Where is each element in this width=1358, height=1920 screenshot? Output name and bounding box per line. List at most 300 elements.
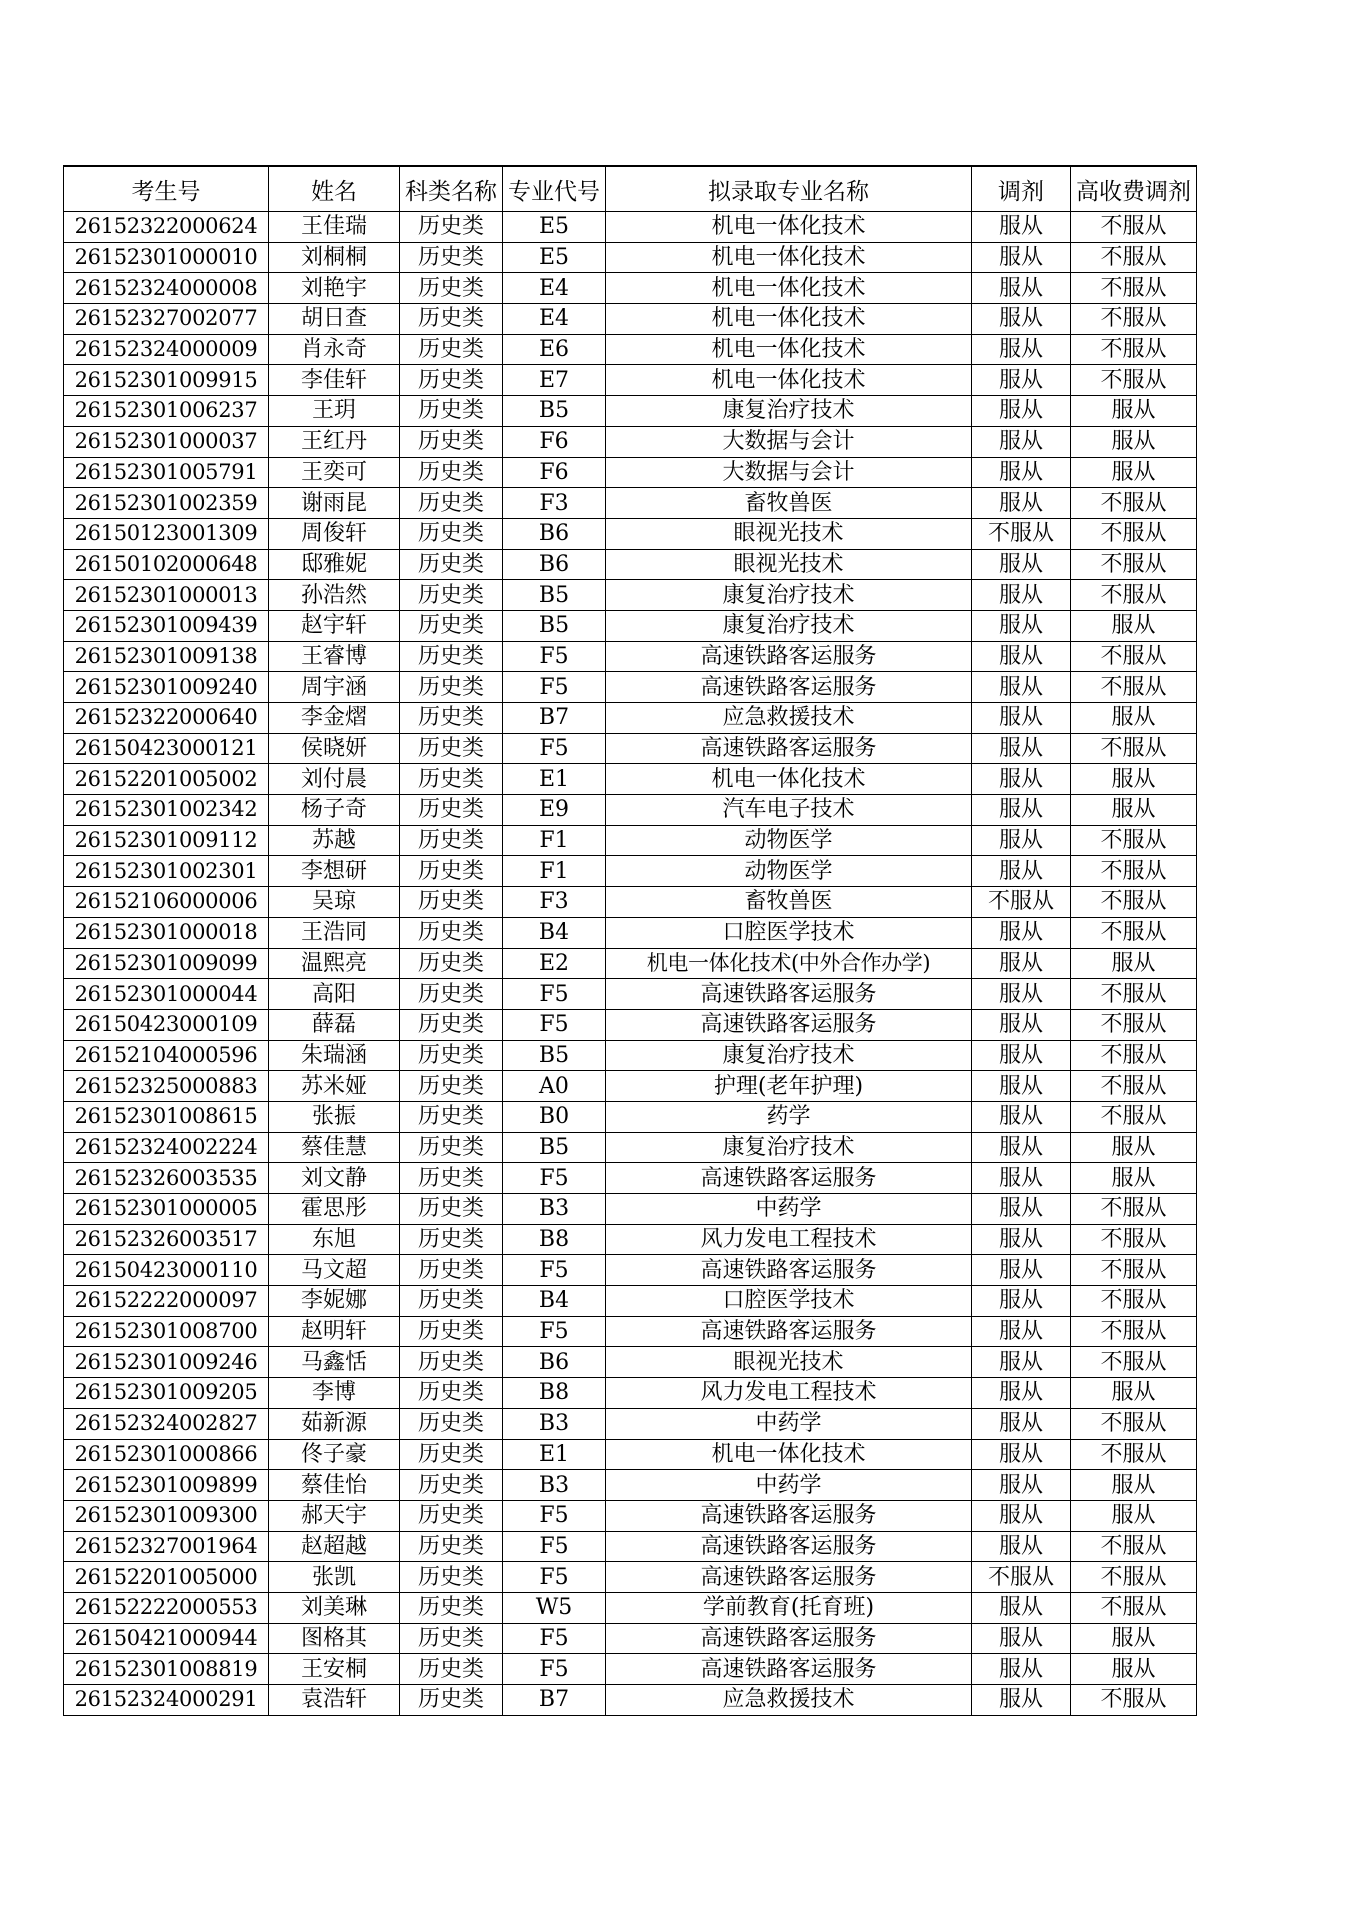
table-header — [64, 166, 1197, 212]
cell-category: 历史类 — [400, 212, 503, 243]
admission-table — [63, 165, 1197, 1716]
cell-major-name: 大数据与会计 — [606, 457, 972, 488]
cell-category: 历史类 — [400, 733, 503, 764]
cell-category: 历史类 — [400, 1623, 503, 1654]
cell-high-fee-adjust: 不服从 — [1071, 212, 1197, 243]
cell-major-code: B7 — [503, 703, 606, 734]
cell-name: 茹新源 — [269, 1408, 400, 1439]
table-row — [64, 304, 1197, 335]
cell-high-fee-adjust: 不服从 — [1071, 1224, 1197, 1255]
cell-major-name: 高速铁路客运服务 — [606, 1654, 972, 1685]
cell-exam-id: 26152327001964 — [64, 1531, 269, 1562]
cell-name: 胡日查 — [269, 304, 400, 335]
cell-exam-id: 26152327002077 — [64, 304, 269, 335]
table-row — [64, 1378, 1197, 1409]
cell-name: 侯晓妍 — [269, 733, 400, 764]
cell-major-name: 汽车电子技术 — [606, 795, 972, 826]
cell-high-fee-adjust: 服从 — [1071, 703, 1197, 734]
cell-name: 张振 — [269, 1101, 400, 1132]
cell-adjust: 服从 — [972, 304, 1071, 335]
cell-major-code: B5 — [503, 610, 606, 641]
table-body — [64, 212, 1197, 1716]
cell-adjust: 服从 — [972, 1132, 1071, 1163]
cell-major-name: 眼视光技术 — [606, 1347, 972, 1378]
cell-high-fee-adjust: 服从 — [1071, 610, 1197, 641]
cell-major-name: 口腔医学技术 — [606, 917, 972, 948]
table-row — [64, 1470, 1197, 1501]
table-row — [64, 1286, 1197, 1317]
cell-high-fee-adjust: 服从 — [1071, 1500, 1197, 1531]
cell-major-name: 高速铁路客运服务 — [606, 1316, 972, 1347]
cell-high-fee-adjust: 不服从 — [1071, 549, 1197, 580]
cell-adjust: 服从 — [972, 457, 1071, 488]
table-row — [64, 1163, 1197, 1194]
cell-name: 刘美琳 — [269, 1592, 400, 1623]
table-row — [64, 917, 1197, 948]
cell-name: 刘文静 — [269, 1163, 400, 1194]
cell-high-fee-adjust: 不服从 — [1071, 365, 1197, 396]
cell-major-code: F5 — [503, 1562, 606, 1593]
table-row — [64, 1316, 1197, 1347]
cell-exam-id: 26152301006237 — [64, 396, 269, 427]
cell-category: 历史类 — [400, 1562, 503, 1593]
cell-high-fee-adjust: 不服从 — [1071, 334, 1197, 365]
cell-major-code: B5 — [503, 396, 606, 427]
cell-high-fee-adjust: 不服从 — [1071, 580, 1197, 611]
cell-name: 王睿博 — [269, 641, 400, 672]
cell-category: 历史类 — [400, 1408, 503, 1439]
cell-exam-id: 26152301009112 — [64, 825, 269, 856]
cell-high-fee-adjust: 不服从 — [1071, 1531, 1197, 1562]
cell-exam-id: 26152301005791 — [64, 457, 269, 488]
table-row — [64, 948, 1197, 979]
cell-adjust: 服从 — [972, 1163, 1071, 1194]
table-row — [64, 856, 1197, 887]
table-row — [64, 273, 1197, 304]
cell-adjust: 服从 — [972, 979, 1071, 1010]
table-row — [64, 1224, 1197, 1255]
cell-category: 历史类 — [400, 979, 503, 1010]
cell-name: 苏米娅 — [269, 1071, 400, 1102]
cell-name: 李金熠 — [269, 703, 400, 734]
cell-category: 历史类 — [400, 672, 503, 703]
cell-major-name: 机电一体化技术 — [606, 273, 972, 304]
cell-adjust: 服从 — [972, 764, 1071, 795]
cell-high-fee-adjust: 不服从 — [1071, 1408, 1197, 1439]
cell-adjust: 服从 — [972, 948, 1071, 979]
cell-exam-id: 26152301000013 — [64, 580, 269, 611]
cell-high-fee-adjust: 不服从 — [1071, 1101, 1197, 1132]
cell-high-fee-adjust: 不服从 — [1071, 1439, 1197, 1470]
cell-adjust: 服从 — [972, 917, 1071, 948]
cell-major-name: 机电一体化技术 — [606, 242, 972, 273]
cell-major-code: B5 — [503, 580, 606, 611]
cell-name: 邸雅妮 — [269, 549, 400, 580]
cell-adjust: 服从 — [972, 856, 1071, 887]
table-row — [64, 334, 1197, 365]
cell-name: 杨子奇 — [269, 795, 400, 826]
cell-major-name: 眼视光技术 — [606, 549, 972, 580]
cell-major-code: F5 — [503, 1623, 606, 1654]
cell-major-name: 康复治疗技术 — [606, 580, 972, 611]
table-row — [64, 1347, 1197, 1378]
cell-name: 周俊轩 — [269, 518, 400, 549]
cell-name: 刘艳宇 — [269, 273, 400, 304]
cell-high-fee-adjust: 服从 — [1071, 396, 1197, 427]
cell-high-fee-adjust: 不服从 — [1071, 1286, 1197, 1317]
cell-name: 王安桐 — [269, 1654, 400, 1685]
cell-exam-id: 26152324002827 — [64, 1408, 269, 1439]
cell-category: 历史类 — [400, 1194, 503, 1225]
cell-major-name: 康复治疗技术 — [606, 396, 972, 427]
cell-name: 赵明轩 — [269, 1316, 400, 1347]
cell-high-fee-adjust: 不服从 — [1071, 1255, 1197, 1286]
cell-adjust: 服从 — [972, 1500, 1071, 1531]
cell-high-fee-adjust: 不服从 — [1071, 825, 1197, 856]
cell-major-code: F6 — [503, 457, 606, 488]
table-row — [64, 672, 1197, 703]
cell-category: 历史类 — [400, 1654, 503, 1685]
cell-name: 佟子豪 — [269, 1439, 400, 1470]
cell-exam-id: 26152301000866 — [64, 1439, 269, 1470]
table-row — [64, 457, 1197, 488]
cell-name: 李佳轩 — [269, 365, 400, 396]
cell-major-code: E2 — [503, 948, 606, 979]
cell-name: 周宇涵 — [269, 672, 400, 703]
cell-major-name: 高速铁路客运服务 — [606, 979, 972, 1010]
cell-major-code: B8 — [503, 1378, 606, 1409]
cell-major-name: 高速铁路客运服务 — [606, 1623, 972, 1654]
table-row — [64, 1685, 1197, 1716]
cell-major-code: F3 — [503, 887, 606, 918]
cell-high-fee-adjust: 不服从 — [1071, 887, 1197, 918]
cell-high-fee-adjust: 不服从 — [1071, 273, 1197, 304]
cell-major-name: 机电一体化技术 — [606, 1439, 972, 1470]
cell-exam-id: 26152301009246 — [64, 1347, 269, 1378]
cell-adjust: 服从 — [972, 1316, 1071, 1347]
cell-high-fee-adjust: 不服从 — [1071, 488, 1197, 519]
cell-major-name: 机电一体化技术 — [606, 764, 972, 795]
cell-category: 历史类 — [400, 1071, 503, 1102]
cell-high-fee-adjust: 不服从 — [1071, 1316, 1197, 1347]
cell-name: 王红丹 — [269, 426, 400, 457]
table-row — [64, 641, 1197, 672]
cell-high-fee-adjust: 不服从 — [1071, 733, 1197, 764]
cell-major-code: W5 — [503, 1592, 606, 1623]
cell-name: 谢雨昆 — [269, 488, 400, 519]
cell-name: 温熙亮 — [269, 948, 400, 979]
cell-name: 赵超越 — [269, 1531, 400, 1562]
cell-major-name: 大数据与会计 — [606, 426, 972, 457]
header-high-fee-adjust: 高收费调剂 — [1071, 166, 1197, 212]
cell-exam-id: 26152301009205 — [64, 1378, 269, 1409]
cell-name: 霍思彤 — [269, 1194, 400, 1225]
cell-major-name: 眼视光技术 — [606, 518, 972, 549]
cell-category: 历史类 — [400, 1500, 503, 1531]
cell-major-code: E9 — [503, 795, 606, 826]
cell-adjust: 服从 — [972, 334, 1071, 365]
cell-high-fee-adjust: 服从 — [1071, 457, 1197, 488]
cell-high-fee-adjust: 服从 — [1071, 1163, 1197, 1194]
cell-exam-id: 26152324000291 — [64, 1685, 269, 1716]
cell-category: 历史类 — [400, 1439, 503, 1470]
cell-major-code: E6 — [503, 334, 606, 365]
table-row — [64, 1194, 1197, 1225]
cell-high-fee-adjust: 不服从 — [1071, 641, 1197, 672]
cell-exam-id: 26152222000097 — [64, 1286, 269, 1317]
cell-exam-id: 26152301000005 — [64, 1194, 269, 1225]
cell-major-name: 机电一体化技术 — [606, 304, 972, 335]
cell-major-code: E4 — [503, 273, 606, 304]
cell-name: 王佳瑞 — [269, 212, 400, 243]
cell-major-code: B4 — [503, 1286, 606, 1317]
cell-category: 历史类 — [400, 825, 503, 856]
cell-name: 袁浩轩 — [269, 1685, 400, 1716]
cell-category: 历史类 — [400, 1132, 503, 1163]
cell-high-fee-adjust: 服从 — [1071, 1132, 1197, 1163]
header-name: 姓名 — [269, 166, 400, 212]
table-row — [64, 825, 1197, 856]
cell-major-name: 药学 — [606, 1101, 972, 1132]
cell-adjust: 服从 — [972, 641, 1071, 672]
cell-name: 高阳 — [269, 979, 400, 1010]
cell-major-code: B3 — [503, 1194, 606, 1225]
cell-major-name: 高速铁路客运服务 — [606, 1255, 972, 1286]
cell-category: 历史类 — [400, 887, 503, 918]
cell-adjust: 服从 — [972, 1408, 1071, 1439]
cell-major-code: B5 — [503, 1040, 606, 1071]
cell-exam-id: 26152322000640 — [64, 703, 269, 734]
cell-exam-id: 26152301000018 — [64, 917, 269, 948]
cell-exam-id: 26152326003517 — [64, 1224, 269, 1255]
cell-major-code: B6 — [503, 549, 606, 580]
cell-category: 历史类 — [400, 1316, 503, 1347]
cell-adjust: 服从 — [972, 426, 1071, 457]
cell-name: 马鑫恬 — [269, 1347, 400, 1378]
cell-name: 肖永奇 — [269, 334, 400, 365]
cell-category: 历史类 — [400, 1163, 503, 1194]
cell-exam-id: 26152301009439 — [64, 610, 269, 641]
cell-name: 图格其 — [269, 1623, 400, 1654]
table-row — [64, 426, 1197, 457]
table-row — [64, 365, 1197, 396]
cell-major-name: 高速铁路客运服务 — [606, 733, 972, 764]
cell-high-fee-adjust: 服从 — [1071, 795, 1197, 826]
cell-major-code: F5 — [503, 733, 606, 764]
cell-major-code: F5 — [503, 1163, 606, 1194]
table-row — [64, 1531, 1197, 1562]
cell-name: 苏越 — [269, 825, 400, 856]
cell-major-code: B5 — [503, 1132, 606, 1163]
table-row — [64, 610, 1197, 641]
cell-exam-id: 26152322000624 — [64, 212, 269, 243]
cell-exam-id: 26152201005000 — [64, 1562, 269, 1593]
cell-category: 历史类 — [400, 917, 503, 948]
table-row — [64, 1255, 1197, 1286]
cell-major-code: E4 — [503, 304, 606, 335]
header-exam-id: 考生号 — [64, 166, 269, 212]
cell-major-code: F5 — [503, 672, 606, 703]
cell-high-fee-adjust: 不服从 — [1071, 518, 1197, 549]
cell-high-fee-adjust: 不服从 — [1071, 304, 1197, 335]
cell-major-code: F5 — [503, 641, 606, 672]
cell-adjust: 服从 — [972, 1592, 1071, 1623]
cell-name: 郝天宇 — [269, 1500, 400, 1531]
cell-exam-id: 26152324000008 — [64, 273, 269, 304]
cell-category: 历史类 — [400, 795, 503, 826]
cell-exam-id: 26152301000010 — [64, 242, 269, 273]
cell-adjust: 服从 — [972, 672, 1071, 703]
cell-major-name: 高速铁路客运服务 — [606, 1562, 972, 1593]
cell-exam-id: 26150423000109 — [64, 1009, 269, 1040]
cell-name: 蔡佳怡 — [269, 1470, 400, 1501]
cell-adjust: 服从 — [972, 1531, 1071, 1562]
cell-exam-id: 26152201005002 — [64, 764, 269, 795]
cell-category: 历史类 — [400, 1255, 503, 1286]
cell-exam-id: 26152326003535 — [64, 1163, 269, 1194]
cell-adjust: 服从 — [972, 273, 1071, 304]
cell-high-fee-adjust: 不服从 — [1071, 1592, 1197, 1623]
cell-adjust: 服从 — [972, 549, 1071, 580]
cell-adjust: 服从 — [972, 1071, 1071, 1102]
cell-exam-id: 26152324000009 — [64, 334, 269, 365]
cell-category: 历史类 — [400, 1685, 503, 1716]
cell-exam-id: 26152301002342 — [64, 795, 269, 826]
cell-adjust: 服从 — [972, 1255, 1071, 1286]
cell-category: 历史类 — [400, 1009, 503, 1040]
cell-category: 历史类 — [400, 856, 503, 887]
table-row — [64, 1408, 1197, 1439]
cell-major-name: 康复治疗技术 — [606, 610, 972, 641]
cell-major-code: E5 — [503, 242, 606, 273]
cell-adjust: 服从 — [972, 1623, 1071, 1654]
table-row — [64, 1071, 1197, 1102]
cell-major-name: 高速铁路客运服务 — [606, 1009, 972, 1040]
cell-major-name: 畜牧兽医 — [606, 488, 972, 519]
cell-major-code: F5 — [503, 979, 606, 1010]
cell-high-fee-adjust: 不服从 — [1071, 856, 1197, 887]
cell-high-fee-adjust: 不服从 — [1071, 979, 1197, 1010]
cell-major-code: B0 — [503, 1101, 606, 1132]
cell-high-fee-adjust: 服从 — [1071, 764, 1197, 795]
cell-name: 刘桐桐 — [269, 242, 400, 273]
cell-adjust: 服从 — [972, 365, 1071, 396]
cell-adjust: 服从 — [972, 1194, 1071, 1225]
cell-category: 历史类 — [400, 1470, 503, 1501]
cell-major-name: 动物医学 — [606, 825, 972, 856]
cell-major-code: F1 — [503, 825, 606, 856]
table-row — [64, 1654, 1197, 1685]
cell-category: 历史类 — [400, 1347, 503, 1378]
cell-adjust: 服从 — [972, 1439, 1071, 1470]
table-row — [64, 887, 1197, 918]
cell-name: 朱瑞涵 — [269, 1040, 400, 1071]
cell-major-name: 康复治疗技术 — [606, 1040, 972, 1071]
cell-high-fee-adjust: 服从 — [1071, 1470, 1197, 1501]
cell-adjust: 服从 — [972, 1286, 1071, 1317]
cell-name: 东旭 — [269, 1224, 400, 1255]
cell-major-name: 风力发电工程技术 — [606, 1224, 972, 1255]
cell-adjust: 服从 — [972, 825, 1071, 856]
table-row — [64, 1132, 1197, 1163]
cell-name: 李想研 — [269, 856, 400, 887]
cell-category: 历史类 — [400, 1378, 503, 1409]
cell-major-code: E7 — [503, 365, 606, 396]
cell-category: 历史类 — [400, 1040, 503, 1071]
cell-adjust: 服从 — [972, 733, 1071, 764]
table-row — [64, 979, 1197, 1010]
cell-exam-id: 26150102000648 — [64, 549, 269, 580]
cell-adjust: 不服从 — [972, 887, 1071, 918]
cell-high-fee-adjust: 服从 — [1071, 1654, 1197, 1685]
cell-category: 历史类 — [400, 242, 503, 273]
cell-high-fee-adjust: 不服从 — [1071, 917, 1197, 948]
cell-exam-id: 26150423000121 — [64, 733, 269, 764]
cell-adjust: 服从 — [972, 580, 1071, 611]
table-row — [64, 549, 1197, 580]
cell-high-fee-adjust: 服从 — [1071, 1623, 1197, 1654]
cell-exam-id: 26152222000553 — [64, 1592, 269, 1623]
cell-name: 孙浩然 — [269, 580, 400, 611]
cell-category: 历史类 — [400, 764, 503, 795]
cell-major-name: 中药学 — [606, 1408, 972, 1439]
cell-adjust: 服从 — [972, 1470, 1071, 1501]
cell-exam-id: 26152301008819 — [64, 1654, 269, 1685]
table-row — [64, 1040, 1197, 1071]
cell-exam-id: 26152301008615 — [64, 1101, 269, 1132]
header-major-name: 拟录取专业名称 — [606, 166, 972, 212]
cell-adjust: 服从 — [972, 1101, 1071, 1132]
cell-adjust: 服从 — [972, 1224, 1071, 1255]
cell-high-fee-adjust: 不服从 — [1071, 242, 1197, 273]
cell-major-code: B6 — [503, 518, 606, 549]
cell-exam-id: 26152301000037 — [64, 426, 269, 457]
cell-adjust: 服从 — [972, 1654, 1071, 1685]
cell-category: 历史类 — [400, 304, 503, 335]
cell-high-fee-adjust: 服从 — [1071, 1378, 1197, 1409]
cell-major-name: 机电一体化技术 — [606, 365, 972, 396]
header-major-code: 专业代号 — [503, 166, 606, 212]
header-adjust: 调剂 — [972, 166, 1071, 212]
cell-category: 历史类 — [400, 518, 503, 549]
cell-name: 薛磊 — [269, 1009, 400, 1040]
cell-exam-id: 26152301008700 — [64, 1316, 269, 1347]
cell-major-name: 应急救援技术 — [606, 1685, 972, 1716]
table-row — [64, 764, 1197, 795]
cell-major-code: F5 — [503, 1316, 606, 1347]
cell-category: 历史类 — [400, 488, 503, 519]
cell-major-name: 口腔医学技术 — [606, 1286, 972, 1317]
cell-name: 吴琼 — [269, 887, 400, 918]
table-row — [64, 212, 1197, 243]
cell-major-name: 高速铁路客运服务 — [606, 641, 972, 672]
cell-major-name: 学前教育(托育班) — [606, 1592, 972, 1623]
cell-adjust: 服从 — [972, 1009, 1071, 1040]
header-category: 科类名称 — [400, 166, 503, 212]
cell-adjust: 服从 — [972, 242, 1071, 273]
cell-name: 马文超 — [269, 1255, 400, 1286]
table-row — [64, 1009, 1197, 1040]
cell-major-name: 机电一体化技术 — [606, 212, 972, 243]
cell-major-code: F3 — [503, 488, 606, 519]
cell-name: 王奕可 — [269, 457, 400, 488]
cell-category: 历史类 — [400, 1592, 503, 1623]
cell-major-code: B8 — [503, 1224, 606, 1255]
cell-name: 李博 — [269, 1378, 400, 1409]
cell-major-code: A0 — [503, 1071, 606, 1102]
cell-high-fee-adjust: 不服从 — [1071, 1562, 1197, 1593]
cell-major-code: E1 — [503, 1439, 606, 1470]
